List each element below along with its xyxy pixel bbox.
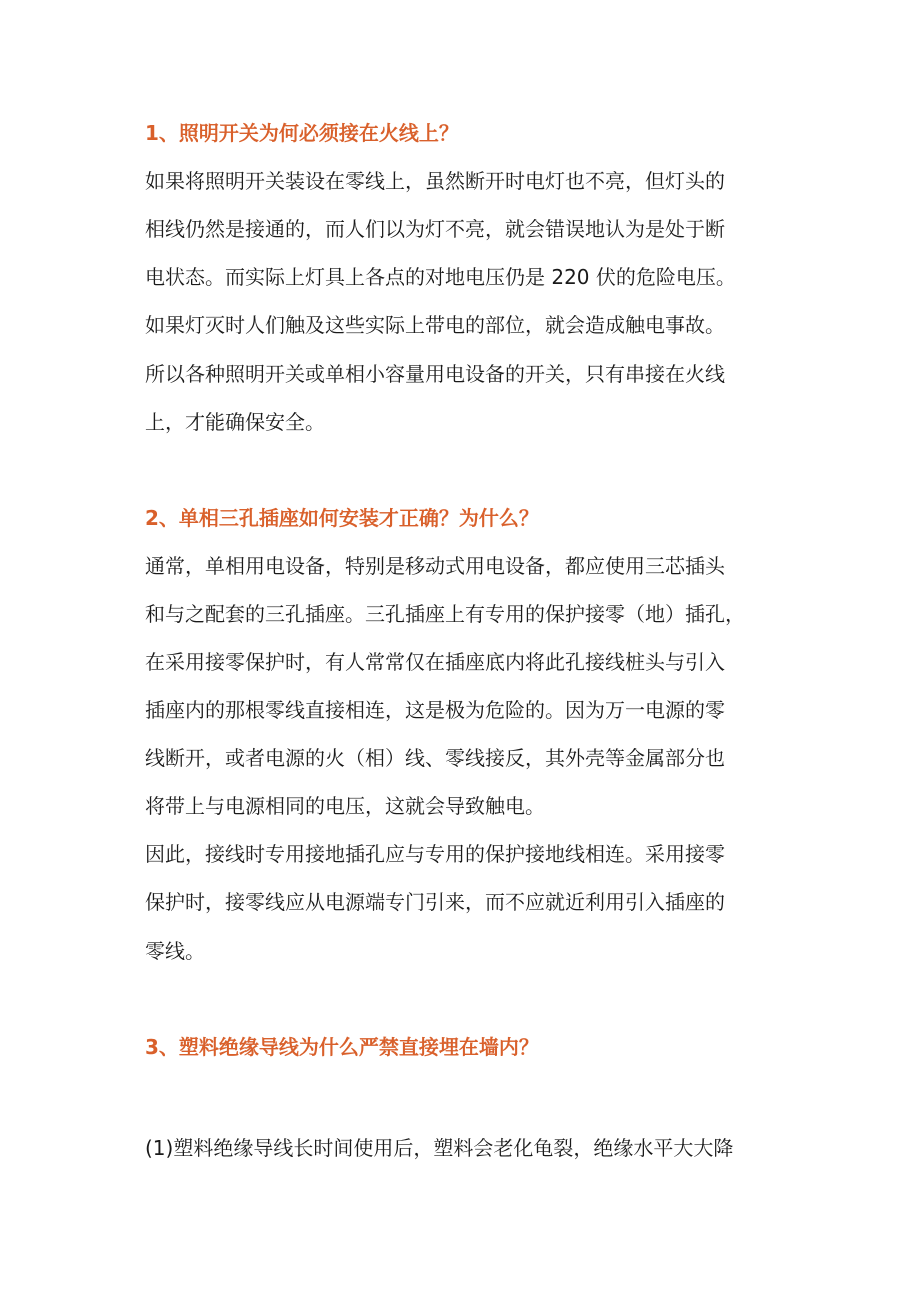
section-2-line-3: 在采用接零保护时，有人常常仅在插座底内将此孔接线桩头与引入 xyxy=(145,650,725,674)
section-2-heading: 2、单相三孔插座如何安装才正确？为什么？ xyxy=(145,506,539,530)
section-1-heading: 1、照明开关为何必须接在火线上？ xyxy=(145,121,459,145)
section-2-line-5: 线断开，或者电源的火（相）线、零线接反，其外壳等金属部分也 xyxy=(145,746,725,770)
section-1-line-1: 如果将照明开关装设在零线上，虽然断开时电灯也不亮，但灯头的 xyxy=(145,169,725,193)
section-1-line-2: 相线仍然是接通的，而人们以为灯不亮，就会错误地认为是处于断 xyxy=(145,217,725,241)
section-2-line-8: 保护时，接零线应从电源端专门引来，而不应就近利用引入插座的 xyxy=(145,890,725,914)
section-2-line-7: 因此，接线时专用接地插孔应与专用的保护接地线相连。采用接零 xyxy=(145,842,725,866)
section-1-line-5: 所以各种照明开关或单相小容量用电设备的开关，只有串接在火线 xyxy=(145,362,725,386)
section-2-line-2: 和与之配套的三孔插座。三孔插座上有专用的保护接零（地）插孔， xyxy=(145,602,745,626)
section-1-line-4: 如果灯灭时人们触及这些实际上带电的部位，就会造成触电事故。 xyxy=(145,313,725,337)
section-2-line-4: 插座内的那根零线直接相连，这是极为危险的。因为万一电源的零 xyxy=(145,698,725,722)
section-1-line-3: 电状态。而实际上灯具上各点的对地电压仍是 220 伏的危险电压。 xyxy=(145,265,736,289)
section-2-line-9: 零线。 xyxy=(145,939,205,963)
section-2-line-6: 将带上与电源相同的电压，这就会导致触电。 xyxy=(145,794,545,818)
section-3-line-1: (1)塑料绝缘导线长时间使用后，塑料会老化龟裂，绝缘水平大大降 xyxy=(145,1136,734,1160)
section-1-line-6: 上，才能确保安全。 xyxy=(145,410,325,434)
section-2-line-1: 通常，单相用电设备，特别是移动式用电设备，都应使用三芯插头 xyxy=(145,554,725,578)
section-3-heading: 3、塑料绝缘导线为什么严禁直接埋在墙内？ xyxy=(145,1035,539,1059)
